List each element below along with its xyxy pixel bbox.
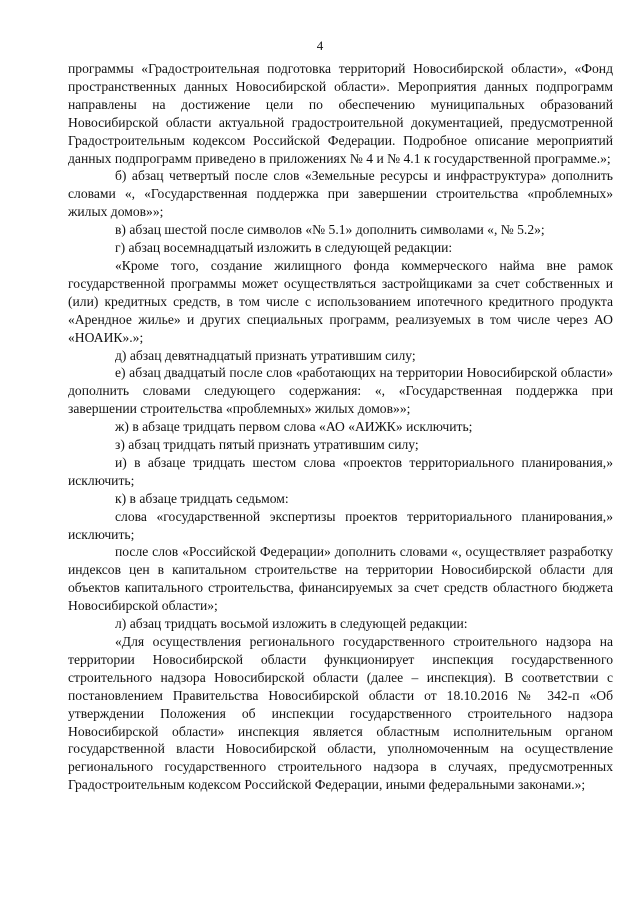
paragraph-1: программы «Градостроительная подготовка территорий Новосибирской области», «Фонд пространственных данных Новосибирской области». Мероприятия данных подпрограмм направлены на достижение цели по обеспечению муниципальных образований Новосибирской области актуальной градостроительной документацией, предусмотренной Градостроительным кодексом Российской Федерации. Подробное описание мероприятий данных подпрограмм приведено в приложениях № 4 и № 4.1 к государственной программе.»; bbox=[68, 61, 613, 166]
document-body bbox=[68, 60, 613, 794]
paragraph-13: после слов «Российской Федерации» дополнить словами «, осуществляет разработку индексов цен в капитальном строительстве на территории Новосибирской области для объектов капитального строительства, финансируемых за счет средств областного бюджета Новосибирской области»; bbox=[68, 544, 613, 614]
page-number: 4 bbox=[316, 38, 324, 53]
paragraph-10: и) в абзаце тридцать шестом слова «проектов территориального планирования,» исключить; bbox=[68, 454, 613, 488]
paragraph-2: б) абзац четвертый после слов «Земельные ресурсы и инфраструктура» дополнить словами «, «Государственная поддержка при завершении строительства «проблемных» жилых домов»»; bbox=[68, 168, 613, 220]
paragraph-12: слова «государственной экспертизы проектов территориального планирования,» исключить; bbox=[68, 508, 613, 542]
paragraph-3: в) абзац шестой после символов «№ 5.1» дополнить символами «, № 5.2»; bbox=[115, 222, 545, 238]
paragraph-7: е) абзац двадцатый после слов «работающих на территории Новосибирской области» дополнить словами следующего содержания: «, «Государственная поддержка при завершении строительства «проблемных» жилых домов»»; bbox=[68, 365, 613, 417]
paragraph-6: д) абзац девятнадцатый признать утратившим силу; bbox=[115, 347, 416, 363]
paragraph-9: з) абзац тридцать пятый признать утратившим силу; bbox=[115, 437, 419, 453]
paragraph-8: ж) в абзаце тридцать первом слова «АО «АИЖК» исключить; bbox=[115, 419, 473, 435]
paragraph-11: к) в абзаце тридцать седьмом: bbox=[115, 490, 289, 506]
paragraph-4: г) абзац восемнадцатый изложить в следующей редакции: bbox=[115, 240, 453, 256]
paragraph-5: «Кроме того, создание жилищного фонда коммерческого найма вне рамок государственной программы может осуществляться застройщиками за счет собственных и (или) кредитных средств, в том числе с использованием ипотечного кредитного продукта «Арендное жилье» и других специальных программ, реализуемых в том числе через АО «НОАИК».»; bbox=[68, 257, 613, 345]
paragraph-15: «Для осуществления регионального государственного строительного надзора на территории Новосибирской области функционирует инспекция государственного строительного надзора Новосибирской области (далее – инспекция). В соответствии с постановлением Правительства Новосибирской области от 18.10.2016 № 342-п «Об утверждении Положения об инспекции государственного строительного надзора Новосибирской области» инспекция является областным исполнительным органом государственной власти Новосибирской области, уполномоченным на осуществление регионального государственного строительного надзора в случаях, предусмотренных Градостроительным кодексом Российской Федерации, иными федеральными законами.»; bbox=[68, 634, 613, 793]
paragraph-14: л) абзац тридцать восьмой изложить в следующей редакции: bbox=[115, 616, 468, 632]
